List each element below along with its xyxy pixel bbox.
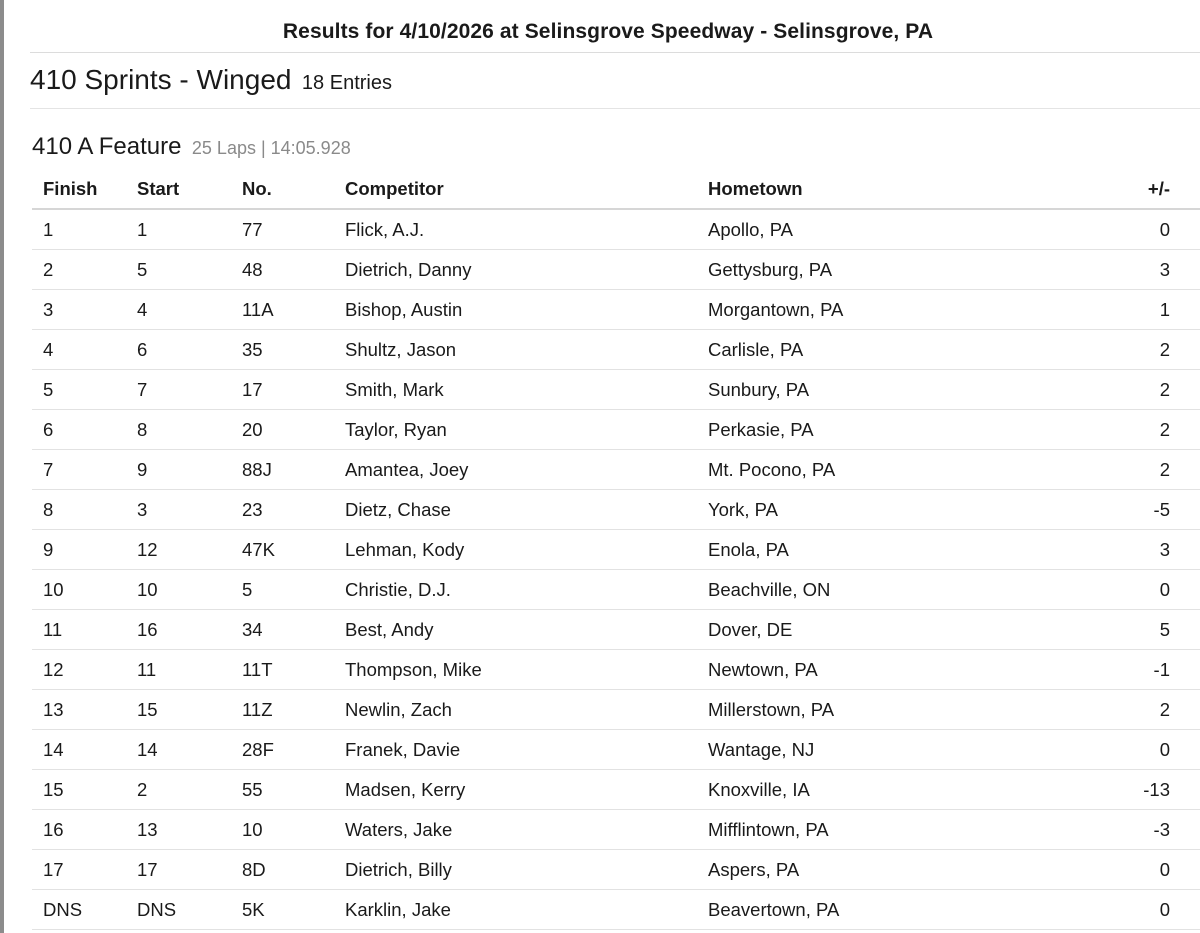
competitor-cell: Shultz, Jason [345,330,708,370]
hometown-cell: Carlisle, PA [708,330,1008,370]
table-row [32,810,1200,850]
table-row [32,770,1200,810]
position-change-cell: 2 [1008,410,1200,450]
hometown-cell: Millerstown, PA [708,690,1008,730]
competitor-cell: Karklin, Jake [345,890,708,930]
table-row [32,290,1200,330]
hometown-cell: Enola, PA [708,530,1008,570]
start-cell: 5 [137,250,242,290]
finish-cell: 5 [32,370,137,410]
competitor-cell: Best, Andy [345,610,708,650]
table-header-row [32,169,1200,209]
position-change-cell: -1 [1008,650,1200,690]
car-number-cell: 48 [242,250,345,290]
finish-cell: 1 [32,209,137,250]
finish-cell: 7 [32,450,137,490]
finish-cell: 13 [32,690,137,730]
start-cell: 13 [137,810,242,850]
finish-cell: 2 [32,250,137,290]
finish-cell: 3 [32,290,137,330]
class-header [30,64,392,96]
table-row [32,570,1200,610]
position-change-cell: 0 [1008,890,1200,930]
start-cell: 11 [137,650,242,690]
car-number-cell: 11A [242,290,345,330]
table-row [32,370,1200,410]
hometown-cell: Gettysburg, PA [708,250,1008,290]
title-divider [30,52,1200,53]
table-row [32,209,1200,250]
hometown-cell: Dover, DE [708,610,1008,650]
competitor-cell: Christie, D.J. [345,570,708,610]
hometown-cell: Wantage, NJ [708,730,1008,770]
finish-cell: 9 [32,530,137,570]
table-row [32,850,1200,890]
start-cell: 7 [137,370,242,410]
position-change-cell: 2 [1008,690,1200,730]
start-cell: 16 [137,610,242,650]
start-cell: 1 [137,209,242,250]
position-change-cell: 2 [1008,370,1200,410]
position-change-cell: -3 [1008,810,1200,850]
competitor-cell: Dietrich, Danny [345,250,708,290]
hometown-cell: York, PA [708,490,1008,530]
competitor-cell: Madsen, Kerry [345,770,708,810]
car-number-cell: 20 [242,410,345,450]
event-meta: 25 Laps | 14:05.928 [191,138,351,158]
car-number-cell: 8D [242,850,345,890]
hometown-cell: Perkasie, PA [708,410,1008,450]
column-header-position-change[interactable]: +/- [1008,169,1200,209]
start-cell: 2 [137,770,242,810]
table-row [32,690,1200,730]
entries-count: 18 Entries [301,72,392,94]
table-row [32,730,1200,770]
start-cell: 9 [137,450,242,490]
results-body [32,209,1200,930]
hometown-cell: Morgantown, PA [708,290,1008,330]
position-change-cell: 3 [1008,530,1200,570]
hometown-cell: Beavertown, PA [708,890,1008,930]
position-change-cell: 0 [1008,730,1200,770]
column-header-start[interactable]: Start [137,169,242,209]
hometown-cell: Beachville, ON [708,570,1008,610]
position-change-cell: 0 [1008,209,1200,250]
competitor-cell: Flick, A.J. [345,209,708,250]
car-number-cell: 11Z [242,690,345,730]
finish-cell: 14 [32,730,137,770]
left-edge-divider [0,0,4,933]
car-number-cell: 5 [242,570,345,610]
column-header-hometown[interactable]: Hometown [708,169,1008,209]
table-row [32,650,1200,690]
table-row [32,890,1200,930]
class-divider [30,108,1200,109]
hometown-cell: Sunbury, PA [708,370,1008,410]
finish-cell: 16 [32,810,137,850]
competitor-cell: Amantea, Joey [345,450,708,490]
hometown-cell: Apollo, PA [708,209,1008,250]
car-number-cell: 88J [242,450,345,490]
car-number-cell: 55 [242,770,345,810]
car-number-cell: 47K [242,530,345,570]
finish-cell: 17 [32,850,137,890]
finish-cell: 6 [32,410,137,450]
column-header-number[interactable]: No. [242,169,345,209]
table-row [32,250,1200,290]
event-name: 410 A Feature [32,133,182,160]
finish-cell: 12 [32,650,137,690]
competitor-cell: Smith, Mark [345,370,708,410]
position-change-cell: 0 [1008,570,1200,610]
competitor-cell: Taylor, Ryan [345,410,708,450]
position-change-cell: 3 [1008,250,1200,290]
finish-cell: DNS [32,890,137,930]
hometown-cell: Newtown, PA [708,650,1008,690]
competitor-cell: Franek, Davie [345,730,708,770]
finish-cell: 10 [32,570,137,610]
start-cell: 12 [137,530,242,570]
start-cell: 6 [137,330,242,370]
competitor-cell: Waters, Jake [345,810,708,850]
hometown-cell: Aspers, PA [708,850,1008,890]
position-change-cell: 2 [1008,450,1200,490]
competitor-cell: Newlin, Zach [345,690,708,730]
hometown-cell: Mt. Pocono, PA [708,450,1008,490]
position-change-cell: -13 [1008,770,1200,810]
position-change-cell: 5 [1008,610,1200,650]
table-row [32,450,1200,490]
car-number-cell: 35 [242,330,345,370]
position-change-cell: 1 [1008,290,1200,330]
table-row [32,490,1200,530]
competitor-cell: Bishop, Austin [345,290,708,330]
start-cell: 14 [137,730,242,770]
finish-cell: 4 [32,330,137,370]
car-number-cell: 34 [242,610,345,650]
competitor-cell: Lehman, Kody [345,530,708,570]
car-number-cell: 11T [242,650,345,690]
position-change-cell: 0 [1008,850,1200,890]
car-number-cell: 5K [242,890,345,930]
competitor-cell: Thompson, Mike [345,650,708,690]
start-cell: DNS [137,890,242,930]
car-number-cell: 28F [242,730,345,770]
finish-cell: 8 [32,490,137,530]
page-title: Results for 4/10/2026 at Selinsgrove Speedway - Selinsgrove, PA [282,20,934,43]
start-cell: 4 [137,290,242,330]
car-number-cell: 77 [242,209,345,250]
results-table [32,169,1200,930]
hometown-cell: Knoxville, IA [708,770,1008,810]
start-cell: 15 [137,690,242,730]
start-cell: 8 [137,410,242,450]
competitor-cell: Dietz, Chase [345,490,708,530]
finish-cell: 15 [32,770,137,810]
class-name: 410 Sprints - Winged [30,64,292,95]
column-header-competitor[interactable]: Competitor [345,169,708,209]
hometown-cell: Mifflintown, PA [708,810,1008,850]
position-change-cell: 2 [1008,330,1200,370]
car-number-cell: 17 [242,370,345,410]
table-row [32,410,1200,450]
car-number-cell: 23 [242,490,345,530]
car-number-cell: 10 [242,810,345,850]
column-header-finish[interactable]: Finish [32,169,137,209]
position-change-cell: -5 [1008,490,1200,530]
table-row [32,530,1200,570]
start-cell: 10 [137,570,242,610]
event-header [32,133,351,161]
start-cell: 17 [137,850,242,890]
table-row [32,610,1200,650]
table-row [32,330,1200,370]
start-cell: 3 [137,490,242,530]
finish-cell: 11 [32,610,137,650]
competitor-cell: Dietrich, Billy [345,850,708,890]
